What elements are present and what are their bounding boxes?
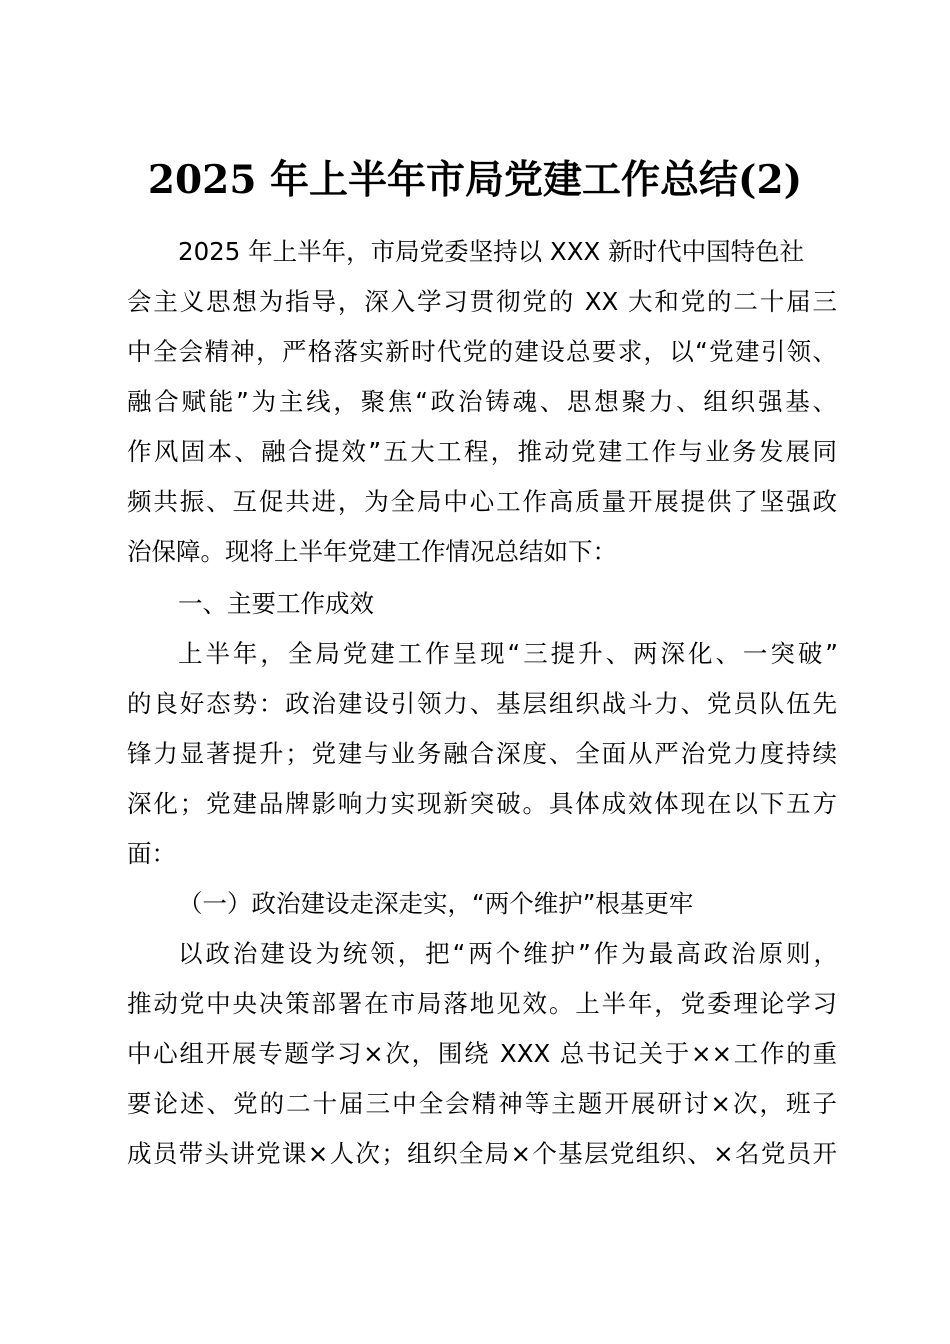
paragraph-line: 面： [127,839,176,868]
paragraph-line: 要论述、党的二十届三中全会精神等主题开展研讨×次，班子 [127,1089,837,1118]
subsection-heading: （一）政治建设走深走实，“两个维护”根基更牢 [178,889,694,918]
document-title: 2025 年上半年市局党建工作总结(2) [147,157,803,203]
paragraph-line: 中心组开展专题学习×次，围绕 XXX 总书记关于××工作的重 [127,1039,837,1068]
paragraph-line: 成员带头讲党课×人次；组织全局×个基层党组织、×名党员开 [127,1139,837,1168]
paragraph-line: 的良好态势：政治建设引领力、基层组织战斗力、党员队伍先 [127,689,837,718]
section-heading: 一、主要工作成效 [178,589,374,618]
paragraph-line: 治保障。现将上半年党建工作情况总结如下： [127,537,617,566]
paragraph-line: 作风固本、融合提效”五大工程，推动党建工作与业务发展同 [127,437,837,466]
paragraph-line: 推动党中央决策部署在市局落地见效。上半年，党委理论学习 [127,989,837,1018]
paragraph-line: 上半年，全局党建工作呈现“三提升、两深化、一突破” [178,639,838,668]
paragraph-line: 2025 年上半年，市局党委坚持以 XXX 新时代中国特色社 [178,237,805,266]
paragraph-line: 频共振、互促共进，为全局中心工作高质量开展提供了坚强政 [127,487,837,516]
paragraph-line: 会主义思想为指导，深入学习贯彻党的 XX 大和党的二十届三 [127,287,837,316]
paragraph-line: 融合赋能”为主线，聚焦“政治铸魂、思想聚力、组织强基、 [127,387,837,416]
paragraph-line: 以政治建设为统领，把“两个维护”作为最高政治原则， [178,939,838,968]
paragraph-line: 深化；党建品牌影响力实现新突破。具体成效体现在以下五方 [127,789,837,818]
paragraph-line: 中全会精神，严格落实新时代党的建设总要求，以“党建引领、 [127,337,837,366]
paragraph-line: 锋力显著提升；党建与业务融合深度、全面从严治党力度持续 [127,739,837,768]
